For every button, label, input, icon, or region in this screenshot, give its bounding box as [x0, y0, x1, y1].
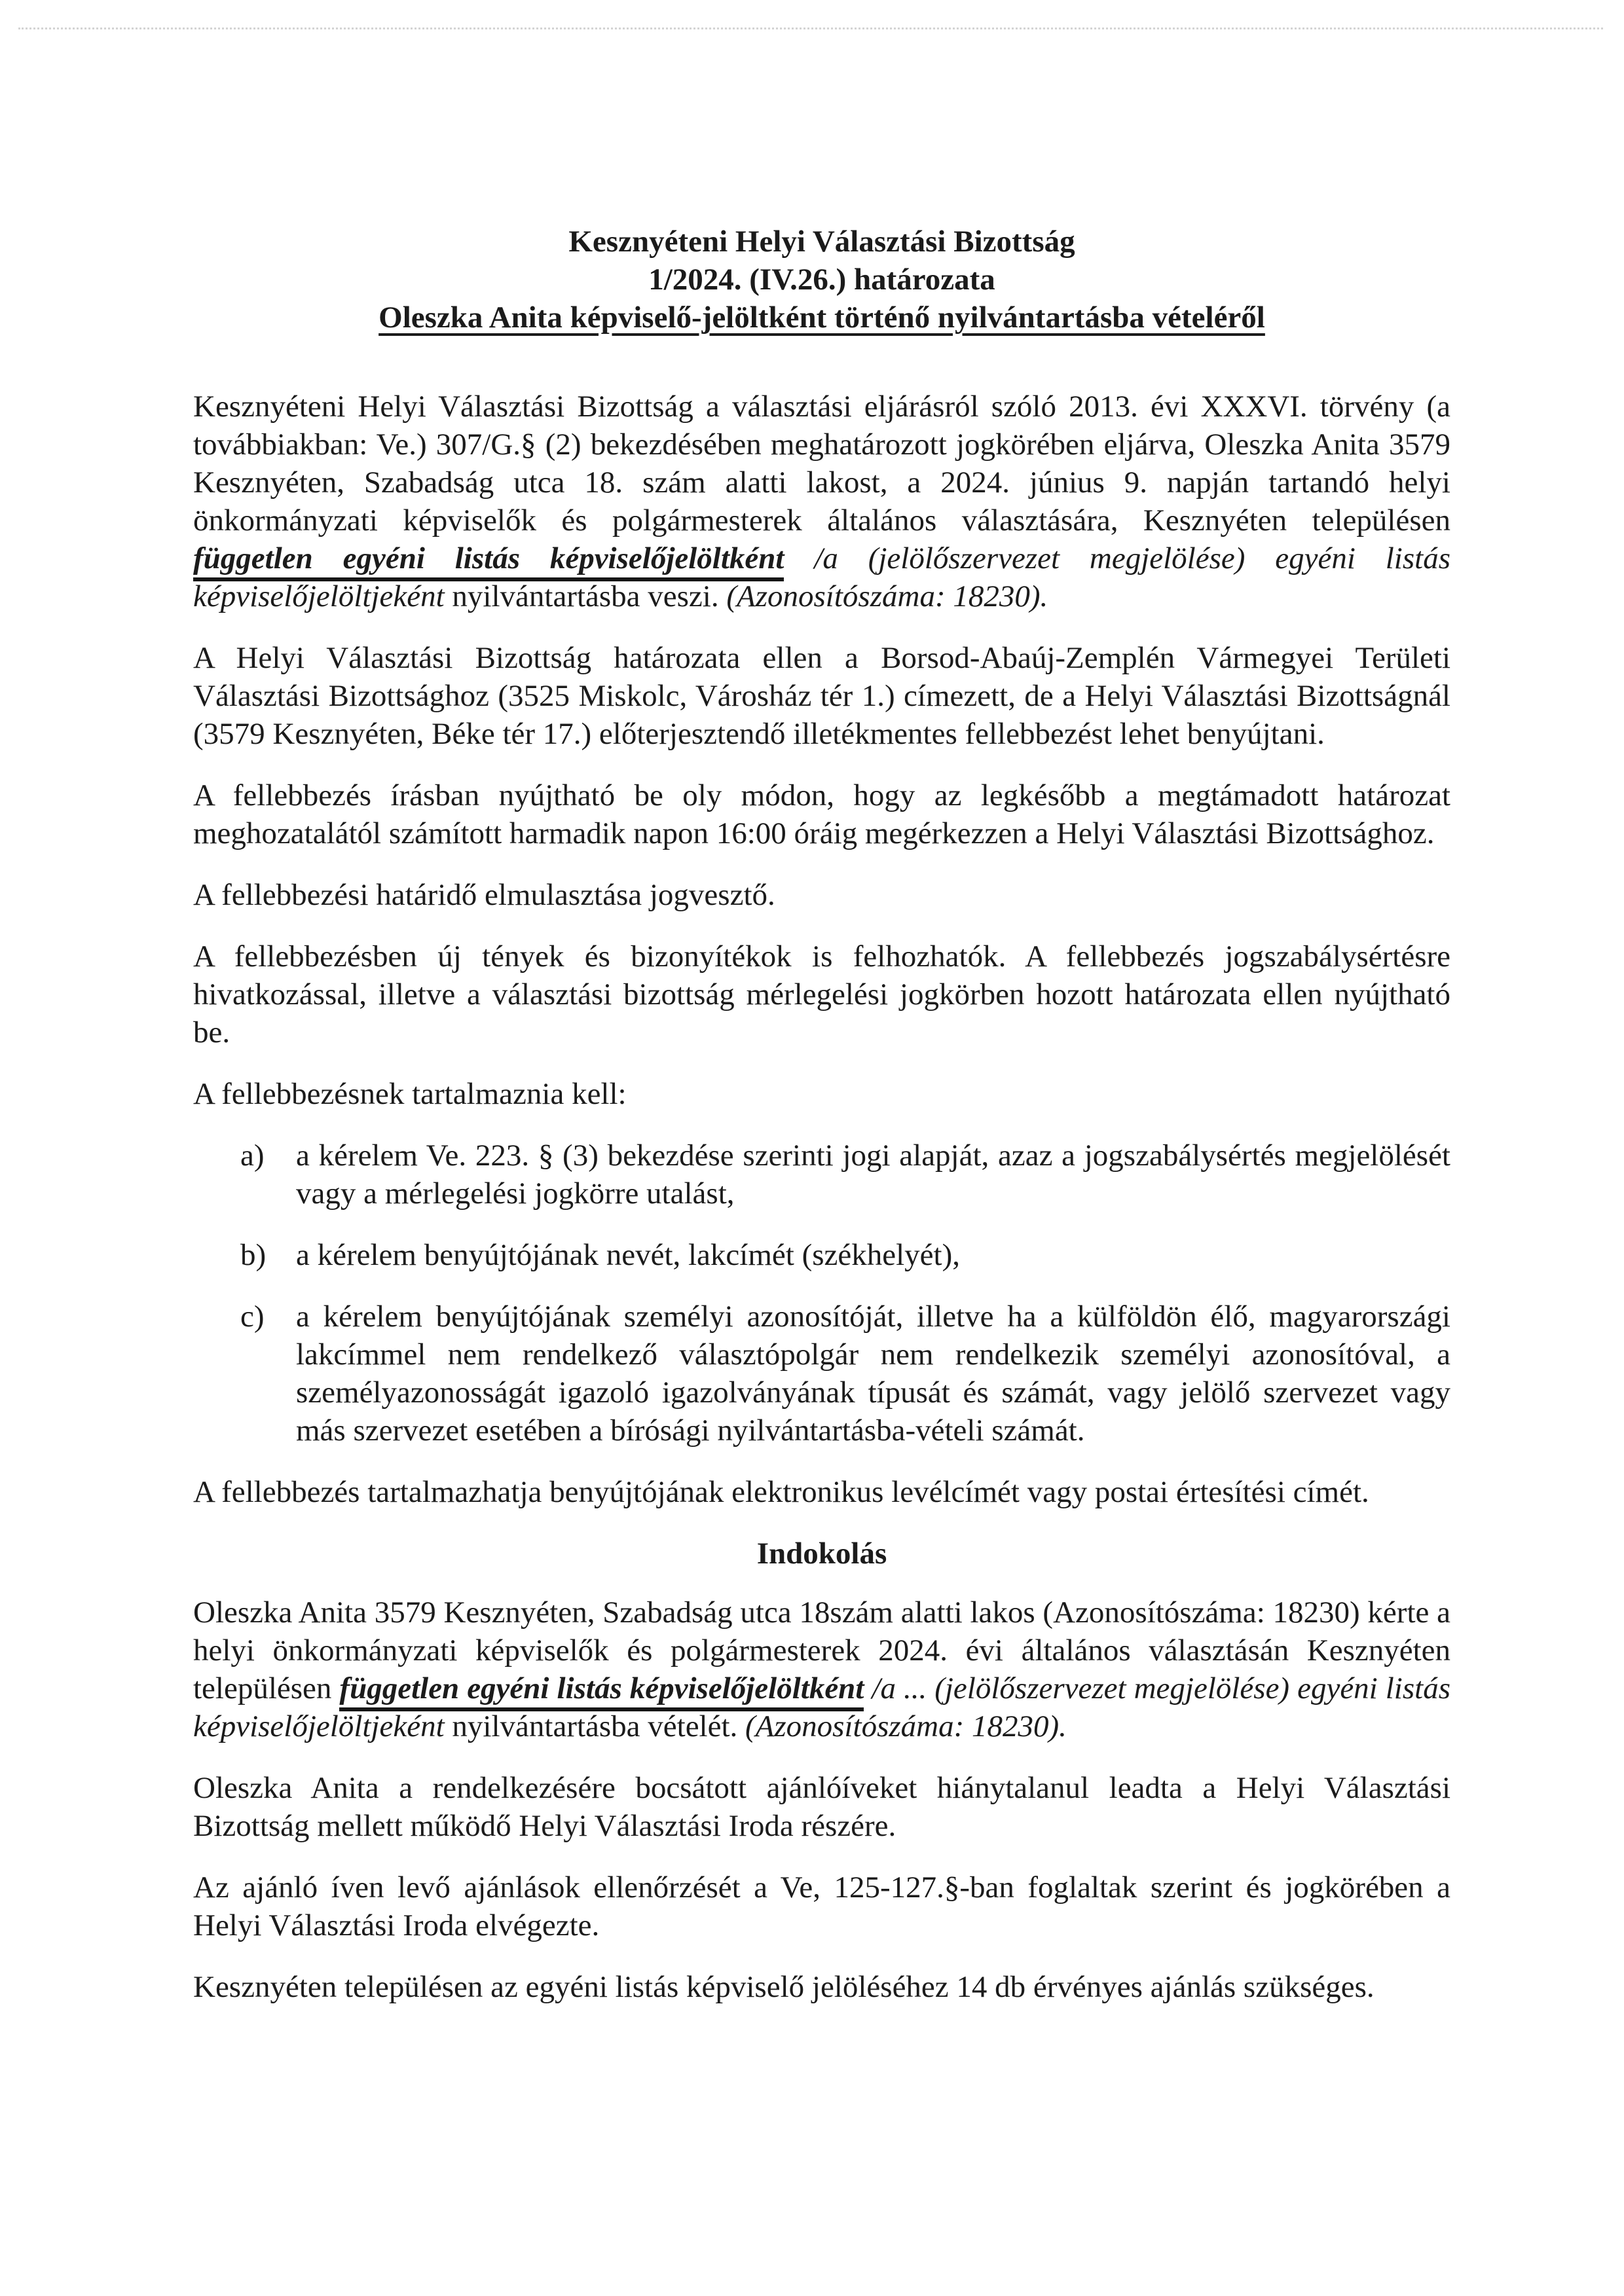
document-content — [193, 223, 1450, 2030]
list-marker-b: b) — [240, 1238, 267, 1272]
list-text-b: a kérelem benyújtójának nevét, lakcímét (székhelyét), — [296, 1238, 960, 1272]
paragraph-appeal-grounds: A fellebbezésben új tények és bizonyítékok is felhozhatók. A fellebbezés jogszabálysértésre hivatkozással, illetve a választási bizottság mérlegelési jogkörben hozott határozata ellen nyújtható be. — [193, 939, 1450, 1049]
title-decision-subject: Oleszka Anita képviselő-jelöltként történő nyilvántartásba vételéről — [378, 301, 1265, 335]
paragraph-appeal-addressing: A Helyi Választási Bizottság határozata ellen a Borsod-Abaúj-Zemplén Vármegyei Területi Választási Bizottsághoz (3525 Miskolc, Városház tér 1.) címezett, de a Helyi Választási Bizottságnál (3579 Kesznyéten, Béke tér 17.) előterjesztendő illetékmentes fellebbezést lehet benyújtani. — [193, 641, 1450, 751]
list-item-b — [193, 1236, 1450, 1274]
list-text-a: a kérelem Ve. 223. § (3) bekezdése szerinti jogi alapját, azaz a jogszabálysértés megjelölését vagy a mérlegelési jogkörre utalást, — [296, 1139, 1450, 1211]
title-decision-number: 1/2024. (IV.26.) határozata — [648, 263, 995, 297]
paragraph-appeal-deadline: A fellebbezés írásban nyújtható be oly módon, hogy az legkésőbb a megtámadott határozat meghozatalától számított harmadik napon 16:00 óráig megérkezzen a Helyi Választási Bizottsághoz. — [193, 778, 1450, 850]
list-marker-a: a) — [240, 1139, 265, 1173]
paragraph-candidate-request: Oleszka Anita 3579 Kesznyéten, Szabadság utca 18szám alatti lakos (Azonosítószáma: 18230) kérte a helyi önkormányzati képviselők és polgármesterek 2024. évi általános választásán Kesznyéten településen független egyéni listás képviselőjelöltként /a ... (jelölőszervezet megjelölése) egyéni listás képviselőjelöltjeként nyilvántartásba vételét. (Azonosítószáma: 18230). — [193, 1595, 1450, 1743]
paragraph-appeal-requirements-intro: A fellebbezésnek tartalmaznia kell: — [193, 1077, 627, 1111]
document-title-block — [193, 223, 1450, 337]
paragraph-deadline-forfeiture: A fellebbezési határidő elmulasztása jogvesztő. — [193, 878, 775, 912]
paragraph-recommendation-sheets-submitted: Oleszka Anita a rendelkezésére bocsátott ajánlóíveket hiánytalanul leadta a Helyi Választási Bizottság mellett működő Helyi Választási Iroda részére. — [193, 1771, 1450, 1843]
list-marker-c: c) — [240, 1300, 265, 1334]
list-item-c — [193, 1298, 1450, 1449]
paragraph-required-recommendation-count: Kesznyéten településen az egyéni listás képviselő jelöléséhez 14 db érvényes ajánlás szükséges. — [193, 1970, 1375, 2004]
scan-artifact-line — [18, 27, 1603, 29]
paragraph-registration-decision: Kesznyéteni Helyi Választási Bizottság a választási eljárásról szóló 2013. évi XXXVI. törvény (a továbbiakban: Ve.) 307/G.§ (2) bekezdésében meghatározott jogkörében eljárva, Oleszka Anita 3579 Kesznyéten, Szabadság utca 18. szám alatti lakost, a 2024. június 9. napján tartandó helyi önkormányzati képviselők és polgármesterek általános választására, Kesznyéten településen független egyéni listás képviselőjelöltként /a (jelölőszervezet megjelölése) egyéni listás képviselőjelöltjeként nyilvántartásba veszi. (Azonosítószáma: 18230). — [193, 390, 1450, 613]
paragraph-appeal-optional-contact: A fellebbezés tartalmazhatja benyújtójának elektronikus levélcímét vagy postai értesítési címét. — [193, 1475, 1369, 1509]
list-item-a — [193, 1137, 1450, 1212]
title-committee-name: Kesznyéteni Helyi Választási Bizottság — [568, 225, 1075, 259]
appeal-requirements-list — [193, 1137, 1450, 1449]
section-heading-justification: Indokolás — [756, 1537, 887, 1571]
paragraph-recommendations-verified: Az ajánló íven levő ajánlások ellenőrzését a Ve, 125-127.§-ban foglaltak szerint és jogkörében a Helyi Választási Iroda elvégezte. — [193, 1870, 1450, 1942]
list-text-c: a kérelem benyújtójának személyi azonosítóját, illetve ha a külföldön élő, magyarországi lakcímmel nem rendelkező választópolgár nem rendelkezik személyi azonosítóval, a személyazonosságát igazoló igazolványának típusát és számát, vagy jelölő szervezet vagy más szervezet esetében a bírósági nyilvántartásba-vételi számát. — [296, 1300, 1450, 1448]
